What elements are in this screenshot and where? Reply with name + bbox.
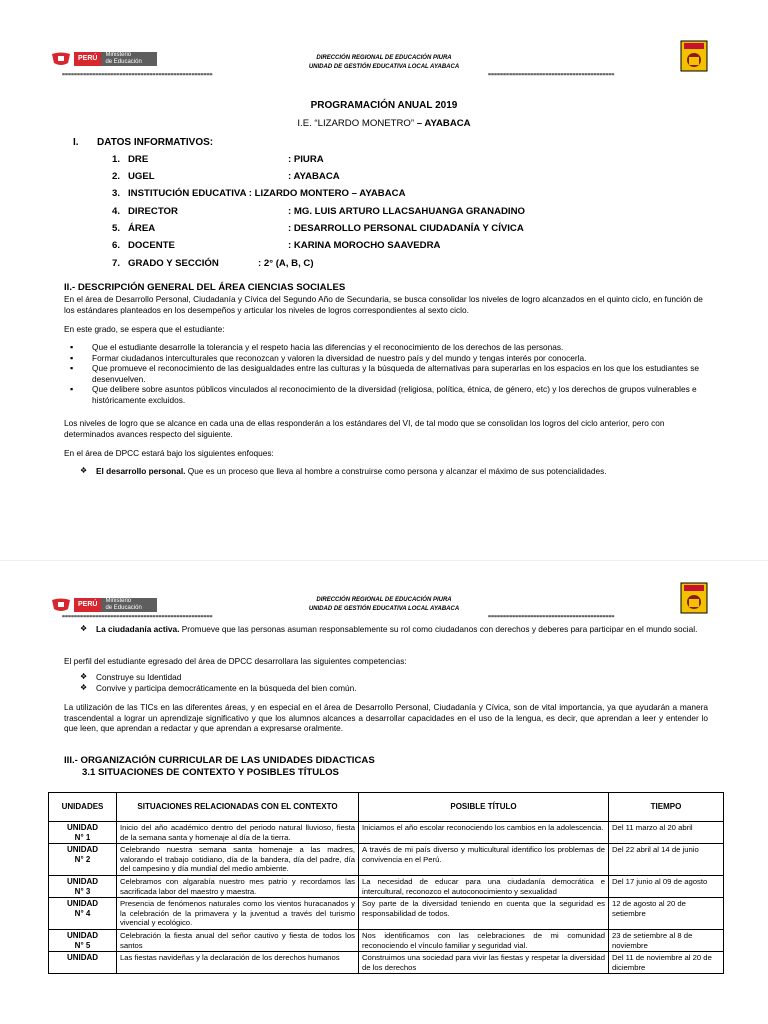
unit-number: N° 1 bbox=[74, 832, 91, 842]
enfoque-title: El desarrollo personal. bbox=[96, 466, 186, 476]
enfoque-desarrollo-personal bbox=[76, 466, 716, 477]
datos-label: GRADO Y SECCIÓN bbox=[128, 258, 219, 269]
datos-num: 6. bbox=[112, 240, 121, 251]
header-rule-right: ========================================== bbox=[488, 614, 615, 620]
logo-ministry bbox=[101, 598, 157, 612]
tics-paragraph: La utilización de las TICs en las diferentes áreas, y en especial en el área de Desarrollo Personal, Ciudadanía y Cívica, son de vital importancia, ya que ayudarán a manera trascendental a lograr un aprendizaje significativo y que los alumnos alcances a desarrollar capacidades en el uso de la lengua, es decir, que aprendan a leer y entender lo que leen, que aprendan a redactar y que aprendan a expresarse oralmente. bbox=[64, 702, 708, 734]
section3-title: III.- ORGANIZACIÓN CURRICULAR DE LAS UNIDADES DIDACTICAS bbox=[64, 755, 375, 766]
enfoque-text: Que es un proceso que lleva al hombre a construirse como persona y alcanzar el máximo de sus potencialidades. bbox=[185, 466, 607, 476]
datos-num: 4. bbox=[112, 206, 121, 217]
table-row bbox=[49, 875, 724, 897]
column-header: POSIBLE TÍTULO bbox=[359, 793, 609, 822]
datos-value: : MG. LUIS ARTURO LLACSAHUANGA GRANADINO bbox=[288, 206, 525, 217]
situation-cell: Las fiestas navideñas y la declaración de los derechos humanos bbox=[117, 952, 359, 974]
column-header: UNIDADES bbox=[49, 793, 117, 822]
unit-cell bbox=[49, 875, 117, 897]
unit-cell bbox=[49, 822, 117, 844]
competencia-text: Construye su Identidad bbox=[96, 672, 182, 682]
ministry-logo bbox=[48, 596, 157, 614]
logo-ministry-line1: Ministerio bbox=[105, 52, 132, 58]
unit-cell bbox=[49, 844, 117, 876]
datos-label: DRE bbox=[128, 154, 149, 165]
header-title bbox=[240, 54, 528, 72]
unit-label: UNIDAD bbox=[66, 823, 99, 832]
section1-title: DATOS INFORMATIVOS: bbox=[97, 137, 214, 148]
school-badge-icon bbox=[680, 40, 708, 72]
time-cell: 12 de agosto al 20 de setiembre bbox=[609, 898, 724, 930]
school-badge-icon bbox=[680, 582, 708, 614]
situation-cell: Celebramos con algarabía nuestro mes patrio y recordamos las sacrificada labor del maestro y maestra. bbox=[117, 875, 359, 897]
section2-paragraph-4: En el área de DPCC estará bajo los siguientes enfoques: bbox=[64, 448, 274, 458]
table-row bbox=[49, 929, 724, 951]
datos-label: DOCENTE bbox=[128, 240, 175, 251]
unit-label: UNIDAD bbox=[66, 899, 99, 909]
time-cell: Del 17 junio al 09 de agosto bbox=[609, 875, 724, 897]
expectations-list bbox=[64, 342, 708, 406]
situation-cell: Presencia de fenómenos naturales como los vientos huracanados y la celebración de la primavera y la juventud a través del turismo vivencial y ecológico. bbox=[117, 898, 359, 930]
title-cell: A través de mi país diverso y multicultural identifico los problemas de convivencia en el Perú. bbox=[359, 844, 609, 876]
unit-cell bbox=[49, 952, 117, 974]
header-rule-right: ========================================== bbox=[488, 72, 615, 78]
doc-subtitle-sep: – bbox=[414, 118, 425, 129]
time-cell: Del 22 abril al 14 de junio bbox=[609, 844, 724, 876]
unit-number: N° 5 bbox=[74, 940, 91, 950]
time-cell: 23 de setiembre al 8 de noviembre bbox=[609, 929, 724, 951]
list-item: ▪ Formar ciudadanos interculturales que reconozcan y valoren la diversidad de nuestro país y del mundo y tengas interés por conocerla. bbox=[64, 353, 708, 364]
unit-label: UNIDAD bbox=[66, 953, 99, 963]
title-cell: Construimos una sociedad para vivir las fiestas y respetar la diversidad de los derechos bbox=[359, 952, 609, 974]
header-title bbox=[240, 596, 528, 614]
diamond-bullet-icon: ❖ bbox=[80, 624, 88, 633]
datos-label: DIRECTOR bbox=[128, 206, 178, 217]
competencia-2 bbox=[76, 683, 716, 694]
datos-num: 5. bbox=[112, 223, 121, 234]
title-cell: La necesidad de educar para una ciudadanía democrática e intercultural, reconozco el autoconocimiento y sexualidad bbox=[359, 875, 609, 897]
unit-label: UNIDAD bbox=[66, 876, 99, 886]
section2-paragraph-3: Los niveles de logro que se alcance en cada una de ellas responderán a los estándares del VI, de tal modo que se consolidan los logros del ciclo anterior, pero con determinados avances respecto del siguiente. bbox=[64, 418, 665, 439]
logo-country: PERÚ bbox=[74, 52, 101, 66]
diamond-bullet-icon: ❖ bbox=[80, 466, 88, 475]
section1-number: I. bbox=[73, 137, 79, 148]
logo-ministry-line2: de Educación bbox=[105, 605, 142, 611]
time-cell: Del 11 de noviembre al 20 de diciembre bbox=[609, 952, 724, 974]
datos-num: 3. bbox=[112, 188, 121, 199]
logo-ministry-line1: Ministerio bbox=[105, 598, 132, 604]
logo-ministry-line2: de Educación bbox=[105, 59, 142, 65]
doc-subtitle bbox=[0, 118, 768, 129]
doc-subtitle-school: I.E. “LIZARDO MONETRO” bbox=[297, 118, 415, 129]
perfil-paragraph: El perfil del estudiante egresado del área de DPCC desarrollara las siguientes competencias: bbox=[64, 656, 407, 666]
header-title-line1: DIRECCIÓN REGIONAL DE EDUCACIÓN PIURA bbox=[316, 55, 452, 61]
competencia-text: Convive y participa democráticamente en la búsqueda del bien común. bbox=[96, 683, 357, 693]
doc-title: PROGRAMACIÓN ANUAL 2019 bbox=[310, 100, 458, 111]
competencia-1 bbox=[76, 672, 716, 683]
datos-value: : PIURA bbox=[288, 154, 324, 165]
datos-value: : AYABACA bbox=[288, 171, 340, 182]
datos-num: 1. bbox=[112, 154, 121, 165]
peru-shield-icon bbox=[48, 596, 74, 614]
unit-number: N° 4 bbox=[74, 908, 91, 918]
datos-value: : DESARROLLO PERSONAL CIUDADANÍA Y CÍVICA bbox=[288, 223, 524, 234]
page-break bbox=[0, 560, 768, 561]
datos-value: : KARINA MOROCHO SAAVEDRA bbox=[288, 240, 441, 251]
enfoque-ciudadania-activa bbox=[76, 624, 728, 635]
list-item: ▪ Que delibere sobre asuntos públicos vinculados al reconocimiento de la diversidad (religiosa, política, étnica, de género, etc) y los derechos de grupos vulnerables e históricamente excluidos. bbox=[64, 384, 708, 405]
doc-subtitle-place: AYABACA bbox=[424, 118, 471, 129]
unit-label: UNIDAD bbox=[66, 930, 99, 940]
datos-label: INSTITUCIÓN EDUCATIVA : LIZARDO MONTERO – AYABACA bbox=[128, 188, 406, 199]
unit-number: N° 3 bbox=[74, 886, 91, 896]
diamond-bullet-icon: ❖ bbox=[80, 672, 88, 681]
table-row bbox=[49, 952, 724, 974]
header-title-line2: UNIDAD DE GESTIÓN EDUCATIVA LOCAL AYABACA bbox=[308, 606, 460, 612]
unit-number: N° 2 bbox=[74, 854, 91, 864]
table-row bbox=[49, 898, 724, 930]
header-rule-left: ================================================== bbox=[62, 614, 213, 620]
logo-ministry bbox=[101, 52, 157, 66]
title-cell: Iniciamos el año escolar reconociendo los cambios en la adolescencia. bbox=[359, 822, 609, 844]
title-cell: Soy parte de la diversidad teniendo en cuenta que la seguridad es responsabilidad de todos. bbox=[359, 898, 609, 930]
header-rule-left: ================================================== bbox=[62, 72, 213, 78]
datos-num: 7. bbox=[112, 258, 121, 269]
header-title-line2: UNIDAD DE GESTIÓN EDUCATIVA LOCAL AYABACA bbox=[308, 64, 460, 70]
table-row bbox=[49, 844, 724, 876]
situation-cell: Inicio del año académico dentro del periodo natural lluvioso, fiesta de la semana santa y homenaje al día de la tierra. bbox=[117, 822, 359, 844]
unit-cell bbox=[49, 898, 117, 930]
datos-value: : 2° (A, B, C) bbox=[258, 258, 314, 269]
situation-cell: Celebrando nuestra semana santa homenaje a las madres, valorando el trabajo cotidiano, día de la bandera, día del padre, día del campesino y día mundial del medio ambiente. bbox=[117, 844, 359, 876]
table-header-row bbox=[49, 793, 724, 822]
unit-label: UNIDAD bbox=[66, 845, 99, 855]
unit-cell bbox=[49, 929, 117, 951]
list-item: ▪ Que el estudiante desarrolle la tolerancia y el respeto hacia las diferencias y el reconocimiento de los derechos de las personas. bbox=[64, 342, 708, 353]
list-item: ▪ Que promueve el reconocimiento de las desigualdades entre las culturas y la búsqueda de alternativas para superarlas en los espacios en los que los estudiantes se desenvuelven. bbox=[64, 363, 708, 384]
section2-paragraph-1: En el área de Desarrollo Personal, Ciudadanía y Cívica del Segundo Año de Secundaria, se busca consolidar los niveles de logro alcanzados en el quinto ciclo, en función de los estándares planteados en los desempeños y articular los niveles de logros correspondientes al sexto ciclo. bbox=[64, 294, 703, 315]
units-table bbox=[48, 792, 724, 974]
datos-num: 2. bbox=[112, 171, 121, 182]
table-row bbox=[49, 822, 724, 844]
section2-paragraph-2: En este grado, se espera que el estudiante: bbox=[64, 324, 225, 334]
header-title-line1: DIRECCIÓN REGIONAL DE EDUCACIÓN PIURA bbox=[316, 597, 452, 603]
column-header: SITUACIONES RELACIONADAS CON EL CONTEXTO bbox=[117, 793, 359, 822]
peru-shield-icon bbox=[48, 50, 74, 68]
logo-country: PERÚ bbox=[74, 598, 101, 612]
datos-label: ÁREA bbox=[128, 223, 156, 234]
section2-title: II.- DESCRIPCIÓN GENERAL DEL ÁREA CIENCIAS SOCIALES bbox=[64, 282, 346, 293]
ministry-logo bbox=[48, 50, 157, 68]
enfoque-text: Promueve que las personas asuman responsablemente su rol como ciudadanos con derechos y deberes para participar en el mundo social. bbox=[179, 624, 698, 634]
time-cell: Del 11 marzo al 20 abril bbox=[609, 822, 724, 844]
situation-cell: Celebración la fiesta anual del señor cautivo y fiesta de todos los santos bbox=[117, 929, 359, 951]
column-header: TIEMPO bbox=[609, 793, 724, 822]
title-cell: Nos identificamos con las celebraciones de mi comunidad reconociendo el vínculo familiar y seguridad vial. bbox=[359, 929, 609, 951]
datos-label: UGEL bbox=[128, 171, 155, 182]
enfoque-title: La ciudadanía activa. bbox=[96, 624, 180, 634]
diamond-bullet-icon: ❖ bbox=[80, 683, 88, 692]
section3-subtitle: 3.1 SITUACIONES DE CONTEXTO Y POSIBLES TÍTULOS bbox=[82, 767, 339, 778]
